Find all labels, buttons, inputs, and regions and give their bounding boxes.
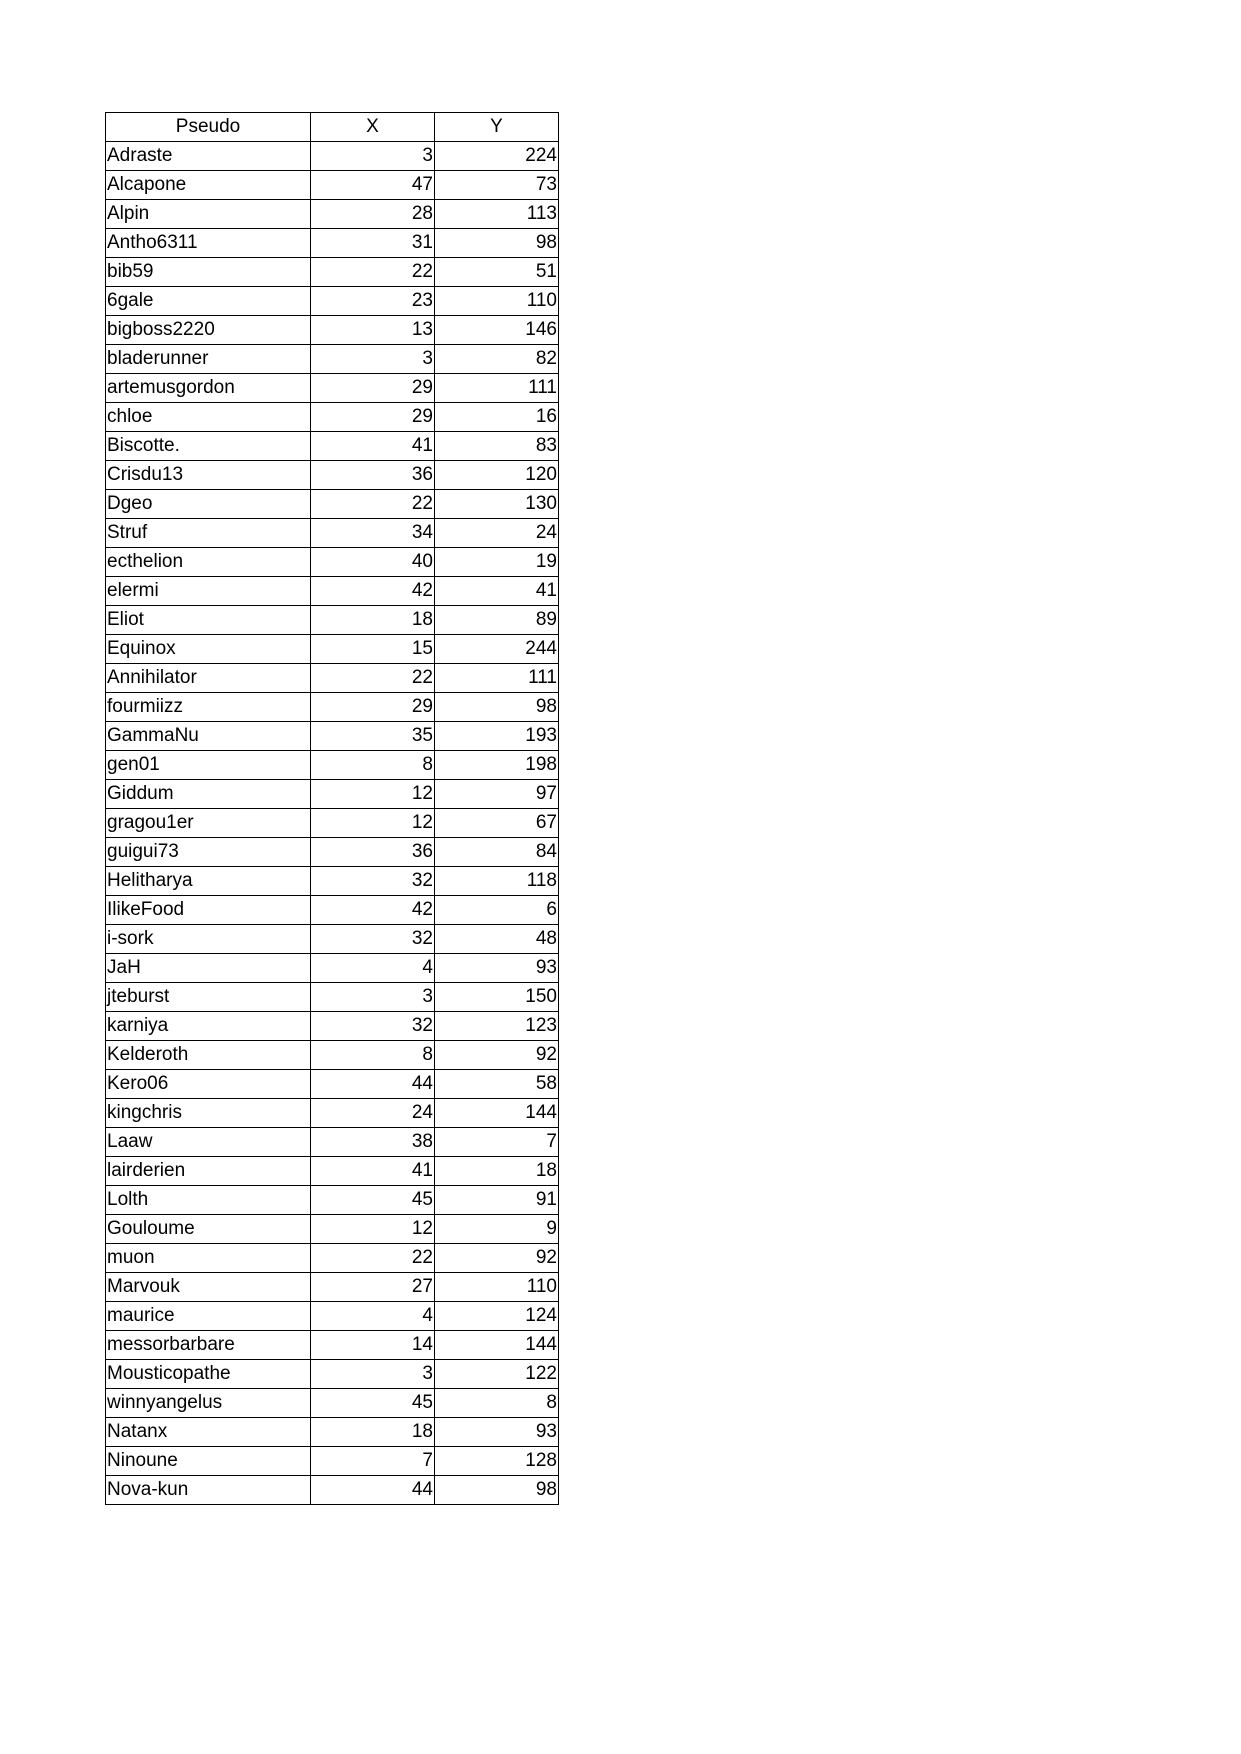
cell-y[interactable]: 122: [435, 1360, 559, 1389]
table-row: [106, 490, 559, 519]
cell-pseudo[interactable]: guigui73: [106, 838, 311, 867]
table-row: [106, 461, 559, 490]
cell-x[interactable]: 4: [311, 954, 435, 983]
table-row: [106, 1360, 559, 1389]
cell-pseudo[interactable]: winnyangelus: [106, 1389, 311, 1418]
table-row: [106, 1331, 559, 1360]
table-row: [106, 403, 559, 432]
table-row: [106, 1215, 559, 1244]
cell-x[interactable]: 42: [311, 577, 435, 606]
table-row: [106, 1244, 559, 1273]
cell-pseudo[interactable]: jteburst: [106, 983, 311, 1012]
cell-y[interactable]: 193: [435, 722, 559, 751]
cell-x[interactable]: 29: [311, 403, 435, 432]
cell-pseudo[interactable]: Marvouk: [106, 1273, 311, 1302]
cell-pseudo[interactable]: Kelderoth: [106, 1041, 311, 1070]
cell-pseudo[interactable]: chloe: [106, 403, 311, 432]
cell-pseudo[interactable]: Crisdu13: [106, 461, 311, 490]
cell-pseudo[interactable]: bigboss2220: [106, 316, 311, 345]
cell-y[interactable]: 93: [435, 1418, 559, 1447]
table-row: [106, 287, 559, 316]
cell-x[interactable]: 23: [311, 287, 435, 316]
cell-pseudo[interactable]: Ninoune: [106, 1447, 311, 1476]
cell-pseudo[interactable]: Natanx: [106, 1418, 311, 1447]
cell-y[interactable]: 124: [435, 1302, 559, 1331]
cell-pseudo[interactable]: Dgeo: [106, 490, 311, 519]
header-y[interactable]: Y: [435, 113, 559, 142]
table-row: [106, 1099, 559, 1128]
cell-y[interactable]: 16: [435, 403, 559, 432]
cell-pseudo[interactable]: elermi: [106, 577, 311, 606]
cell-y[interactable]: 18: [435, 1157, 559, 1186]
cell-x[interactable]: 41: [311, 1157, 435, 1186]
cell-x[interactable]: 18: [311, 606, 435, 635]
cell-pseudo[interactable]: Nova-kun: [106, 1476, 311, 1505]
cell-pseudo[interactable]: Lolth: [106, 1186, 311, 1215]
table-row: [106, 751, 559, 780]
cell-x[interactable]: 44: [311, 1476, 435, 1505]
cell-y[interactable]: 113: [435, 200, 559, 229]
cell-pseudo[interactable]: Antho6311: [106, 229, 311, 258]
cell-pseudo[interactable]: Eliot: [106, 606, 311, 635]
cell-y[interactable]: 110: [435, 287, 559, 316]
table-row: [106, 1447, 559, 1476]
cell-y[interactable]: 128: [435, 1447, 559, 1476]
table-row: [106, 1012, 559, 1041]
table-row: [106, 925, 559, 954]
cell-pseudo[interactable]: Struf: [106, 519, 311, 548]
table-row: [106, 722, 559, 751]
cell-x[interactable]: 34: [311, 519, 435, 548]
cell-x[interactable]: 45: [311, 1186, 435, 1215]
cell-x[interactable]: 13: [311, 316, 435, 345]
cell-y[interactable]: 98: [435, 1476, 559, 1505]
cell-pseudo[interactable]: GammaNu: [106, 722, 311, 751]
cell-pseudo[interactable]: bib59: [106, 258, 311, 287]
cell-pseudo[interactable]: Alcapone: [106, 171, 311, 200]
cell-pseudo[interactable]: JaH: [106, 954, 311, 983]
cell-x[interactable]: 22: [311, 490, 435, 519]
table-row: [106, 171, 559, 200]
cell-y[interactable]: 8: [435, 1389, 559, 1418]
cell-y[interactable]: 146: [435, 316, 559, 345]
cell-x[interactable]: 29: [311, 693, 435, 722]
cell-y[interactable]: 7: [435, 1128, 559, 1157]
cell-x[interactable]: 15: [311, 635, 435, 664]
cell-x[interactable]: 44: [311, 1070, 435, 1099]
table-row: [106, 229, 559, 258]
cell-y[interactable]: 73: [435, 171, 559, 200]
cell-y[interactable]: 144: [435, 1331, 559, 1360]
table-row: [106, 1418, 559, 1447]
cell-x[interactable]: 22: [311, 664, 435, 693]
cell-x[interactable]: 45: [311, 1389, 435, 1418]
cell-pseudo[interactable]: Equinox: [106, 635, 311, 664]
table-row: [106, 954, 559, 983]
cell-x[interactable]: 3: [311, 345, 435, 374]
cell-x[interactable]: 40: [311, 548, 435, 577]
cell-x[interactable]: 14: [311, 1331, 435, 1360]
cell-y[interactable]: 123: [435, 1012, 559, 1041]
table-row: [106, 1157, 559, 1186]
cell-pseudo[interactable]: messorbarbare: [106, 1331, 311, 1360]
table-row: [106, 1302, 559, 1331]
cell-y[interactable]: 111: [435, 374, 559, 403]
cell-pseudo[interactable]: Giddum: [106, 780, 311, 809]
cell-y[interactable]: 48: [435, 925, 559, 954]
cell-x[interactable]: 35: [311, 722, 435, 751]
header-x[interactable]: X: [311, 113, 435, 142]
cell-y[interactable]: 41: [435, 577, 559, 606]
cell-y[interactable]: 224: [435, 142, 559, 171]
cell-y[interactable]: 89: [435, 606, 559, 635]
spreadsheet-table: [105, 112, 559, 1505]
cell-pseudo[interactable]: maurice: [106, 1302, 311, 1331]
table-row: [106, 606, 559, 635]
cell-y[interactable]: 9: [435, 1215, 559, 1244]
table-row: [106, 432, 559, 461]
cell-x[interactable]: 12: [311, 809, 435, 838]
table-row: [106, 374, 559, 403]
cell-x[interactable]: 28: [311, 200, 435, 229]
cell-x[interactable]: 29: [311, 374, 435, 403]
cell-y[interactable]: 244: [435, 635, 559, 664]
cell-x[interactable]: 47: [311, 171, 435, 200]
table-row: [106, 548, 559, 577]
cell-y[interactable]: 91: [435, 1186, 559, 1215]
cell-y[interactable]: 118: [435, 867, 559, 896]
cell-pseudo[interactable]: Kero06: [106, 1070, 311, 1099]
cell-y[interactable]: 82: [435, 345, 559, 374]
cell-x[interactable]: 12: [311, 780, 435, 809]
cell-y[interactable]: 198: [435, 751, 559, 780]
table-row: [106, 867, 559, 896]
cell-x[interactable]: 22: [311, 258, 435, 287]
cell-x[interactable]: 27: [311, 1273, 435, 1302]
table-row: [106, 142, 559, 171]
cell-x[interactable]: 8: [311, 751, 435, 780]
cell-pseudo[interactable]: Laaw: [106, 1128, 311, 1157]
table-row: [106, 664, 559, 693]
cell-x[interactable]: 32: [311, 867, 435, 896]
cell-x[interactable]: 12: [311, 1215, 435, 1244]
cell-x[interactable]: 22: [311, 1244, 435, 1273]
cell-pseudo[interactable]: Helitharya: [106, 867, 311, 896]
cell-pseudo[interactable]: muon: [106, 1244, 311, 1273]
header-row: [106, 113, 559, 142]
cell-pseudo[interactable]: kingchris: [106, 1099, 311, 1128]
cell-x[interactable]: 36: [311, 838, 435, 867]
table-row: [106, 345, 559, 374]
cell-y[interactable]: 150: [435, 983, 559, 1012]
cell-x[interactable]: 4: [311, 1302, 435, 1331]
cell-pseudo[interactable]: Adraste: [106, 142, 311, 171]
table-row: [106, 1273, 559, 1302]
cell-x[interactable]: 32: [311, 925, 435, 954]
cell-x[interactable]: 18: [311, 1418, 435, 1447]
cell-pseudo[interactable]: 6gale: [106, 287, 311, 316]
table-row: [106, 519, 559, 548]
cell-y[interactable]: 144: [435, 1099, 559, 1128]
cell-pseudo[interactable]: ecthelion: [106, 548, 311, 577]
cell-x[interactable]: 8: [311, 1041, 435, 1070]
table-row: [106, 200, 559, 229]
table-row: [106, 577, 559, 606]
cell-y[interactable]: 98: [435, 693, 559, 722]
table-row: [106, 780, 559, 809]
table-row: [106, 316, 559, 345]
cell-pseudo[interactable]: Alpin: [106, 200, 311, 229]
cell-pseudo[interactable]: gen01: [106, 751, 311, 780]
cell-y[interactable]: 83: [435, 432, 559, 461]
cell-x[interactable]: 3: [311, 983, 435, 1012]
cell-pseudo[interactable]: IlikeFood: [106, 896, 311, 925]
cell-x[interactable]: 24: [311, 1099, 435, 1128]
table-row: [106, 1476, 559, 1505]
cell-x[interactable]: 38: [311, 1128, 435, 1157]
cell-x[interactable]: 36: [311, 461, 435, 490]
table-row: [106, 635, 559, 664]
table-row: [106, 1186, 559, 1215]
table-row: [106, 1389, 559, 1418]
table-row: [106, 838, 559, 867]
table-row: [106, 1070, 559, 1099]
cell-y[interactable]: 24: [435, 519, 559, 548]
cell-y[interactable]: 93: [435, 954, 559, 983]
cell-pseudo[interactable]: Biscotte.: [106, 432, 311, 461]
cell-pseudo[interactable]: artemusgordon: [106, 374, 311, 403]
cell-pseudo[interactable]: fourmiizz: [106, 693, 311, 722]
cell-pseudo[interactable]: Mousticopathe: [106, 1360, 311, 1389]
cell-y[interactable]: 97: [435, 780, 559, 809]
cell-y[interactable]: 130: [435, 490, 559, 519]
header-pseudo[interactable]: Pseudo: [106, 113, 311, 142]
cell-x[interactable]: 41: [311, 432, 435, 461]
cell-pseudo[interactable]: karniya: [106, 1012, 311, 1041]
cell-x[interactable]: 3: [311, 1360, 435, 1389]
cell-pseudo[interactable]: gragou1er: [106, 809, 311, 838]
cell-y[interactable]: 51: [435, 258, 559, 287]
cell-x[interactable]: 7: [311, 1447, 435, 1476]
cell-pseudo[interactable]: lairderien: [106, 1157, 311, 1186]
cell-pseudo[interactable]: Gouloume: [106, 1215, 311, 1244]
table-row: [106, 809, 559, 838]
table-row: [106, 983, 559, 1012]
table-row: [106, 693, 559, 722]
cell-y[interactable]: 6: [435, 896, 559, 925]
cell-y[interactable]: 110: [435, 1273, 559, 1302]
cell-y[interactable]: 58: [435, 1070, 559, 1099]
cell-y[interactable]: 120: [435, 461, 559, 490]
cell-x[interactable]: 31: [311, 229, 435, 258]
table-body: [106, 142, 559, 1505]
table-row: [106, 1041, 559, 1070]
table-row: [106, 1128, 559, 1157]
cell-x[interactable]: 3: [311, 142, 435, 171]
cell-pseudo[interactable]: i-sork: [106, 925, 311, 954]
cell-y[interactable]: 84: [435, 838, 559, 867]
table-row: [106, 258, 559, 287]
cell-pseudo[interactable]: Annihilator: [106, 664, 311, 693]
cell-y[interactable]: 111: [435, 664, 559, 693]
cell-pseudo[interactable]: bladerunner: [106, 345, 311, 374]
cell-y[interactable]: 98: [435, 229, 559, 258]
table-row: [106, 896, 559, 925]
cell-x[interactable]: 32: [311, 1012, 435, 1041]
cell-y[interactable]: 92: [435, 1244, 559, 1273]
cell-y[interactable]: 67: [435, 809, 559, 838]
cell-x[interactable]: 42: [311, 896, 435, 925]
cell-y[interactable]: 19: [435, 548, 559, 577]
cell-y[interactable]: 92: [435, 1041, 559, 1070]
